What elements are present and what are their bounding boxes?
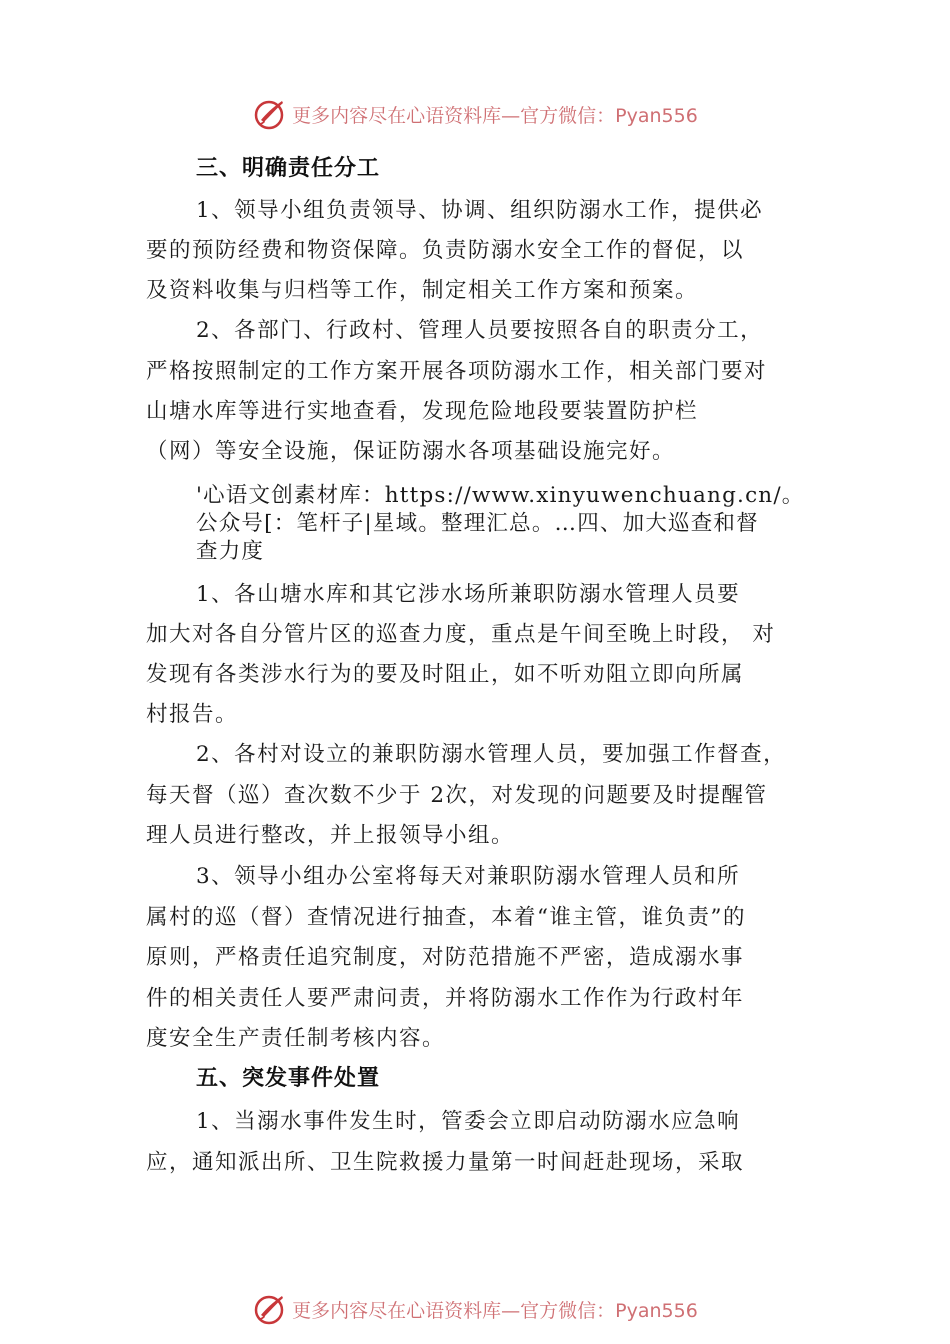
body-text-line: 件的相关责任人要严肃问责，并将防溺水工作作为行政村年 (146, 986, 745, 1011)
body-text-line: 应，通知派出所、卫生院救援力量第一时间赶赴现场，采取 (146, 1150, 745, 1175)
body-text-line: '心语文创素材库：https://www.xinyuwenchuang.cn/。 (196, 483, 805, 508)
body-text-line: 属村的巡（督）查情况进行抽查，本着“谁主管，谁负责”的 (146, 905, 746, 930)
body-text-line: 村报告。 (146, 702, 239, 727)
body-text-line: 1、领导小组负责领导、协调、组织防溺水工作，提供必 (196, 198, 764, 223)
body-text-line: 要的预防经费和物资保障。负责防溺水安全工作的督促，以 (146, 238, 745, 263)
body-text-line: 加大对各自分管片区的巡查力度，重点是午间至晚上时段， 对 (146, 622, 776, 647)
body-text-line: （网）等安全设施，保证防溺水各项基础设施完好。 (146, 439, 676, 464)
body-text-line: 严格按照制定的工作方案开展各项防溺水工作，相关部门要对 (146, 359, 768, 384)
section-heading: 三、明确责任分工 (196, 156, 381, 181)
body-text-line: 查力度 (196, 539, 265, 564)
body-text-line: 1、各山塘水库和其它涉水场所兼职防溺水管理人员要 (196, 582, 741, 607)
brush-logo-icon (252, 1291, 288, 1327)
body-text-line: 理人员进行整改，并上报领导小组。 (146, 823, 515, 848)
watermark-text: 更多内容尽在心语资料库—官方微信：Pyan556 (292, 1299, 698, 1322)
body-text-line: 3、领导小组办公室将每天对兼职防溺水管理人员和所 (196, 864, 741, 889)
body-text-line: 原则，严格责任追究制度，对防范措施不严密，造成溺水事 (146, 945, 745, 970)
watermark-header (0, 94, 950, 134)
body-text-line: 山塘水库等进行实地查看，发现危险地段要装置防护栏 (146, 399, 699, 424)
body-text-line: 公众号[：笔杆子|星域。整理汇总。…四、加大巡查和督 (196, 511, 759, 536)
body-text-line: 1、当溺水事件发生时，管委会立即启动防溺水应急响 (196, 1109, 741, 1134)
brush-logo-icon (252, 96, 288, 132)
section-heading: 五、突发事件处置 (196, 1066, 381, 1091)
body-text-line: 发现有各类涉水行为的要及时阻止，如不听劝阻立即向所属 (146, 662, 745, 687)
body-text-line: 每天督（巡）查次数不少于 2次，对发现的问题要及时提醒管 (146, 783, 768, 808)
watermark-text: 更多内容尽在心语资料库—官方微信：Pyan556 (292, 104, 698, 127)
body-text-line: 2、各部门、行政村、管理人员要按照各自的职责分工， (196, 318, 764, 343)
body-text-line: 度安全生产责任制考核内容。 (146, 1026, 446, 1051)
body-text-line: 及资料收集与归档等工作，制定相关工作方案和预案。 (146, 278, 699, 303)
body-text-line: 2、各村对设立的兼职防溺水管理人员，要加强工作督查， (196, 742, 787, 767)
watermark-footer (0, 1289, 950, 1329)
